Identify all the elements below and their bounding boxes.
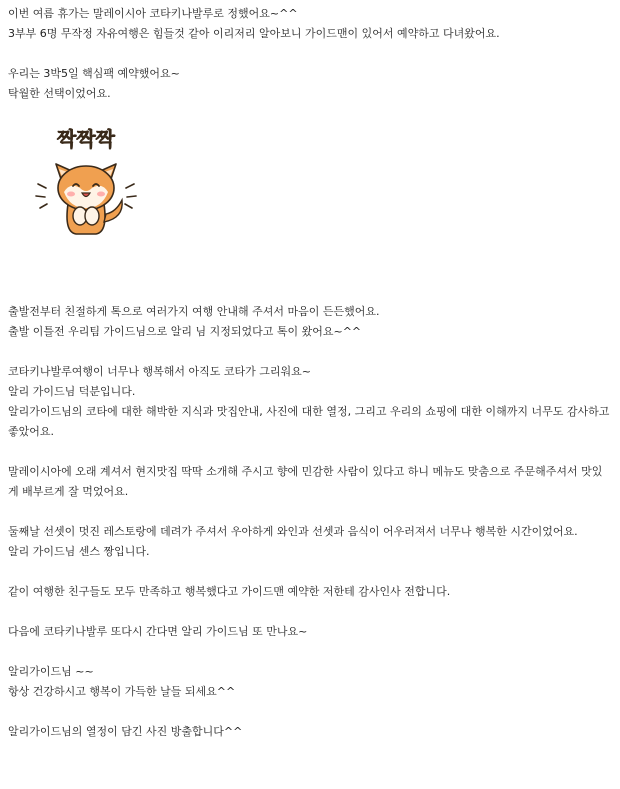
post-paragraph: 알리가이드님의 열정이 담긴 사진 방출합니다^^ [8,725,243,738]
post-paragraph: 알리가이드님의 코타에 대한 해박한 지식과 맛집안내, 사진에 대한 열정, 그리고 우리의 쇼핑에 대한 이해까지 너무도 감사하고 좋았어요. [8,405,610,438]
clapping-fox-sticker [26,122,146,242]
post-paragraph: 알리 가이드님 센스 짱입니다. [8,545,150,558]
post-paragraph: 우리는 3박5일 핵심팩 예약했어요~ [8,67,180,80]
paragraph-gap [8,44,612,64]
paragraph-gap [8,342,612,362]
post-body [8,4,612,742]
paragraph-gap [8,442,612,462]
sticker-spacing [8,242,612,302]
post-paragraph: 출발 이틀전 우리팀 가이드님으로 알리 님 지정되었다고 톡이 왔어요~^^ [8,325,362,338]
post-paragraph: 같이 여행한 친구들도 모두 만족하고 행복했다고 가이드맨 예약한 저한테 감사인사 전합니다. [8,585,451,598]
post-paragraph: 다음에 코타키나발루 또다시 간다면 알리 가이드님 또 만나요~ [8,625,308,638]
sticker-text: 짝짝짝 [57,127,115,151]
post-paragraph: 3부부 6명 무작정 자유여행은 힘들것 같아 이리저리 알아보니 가이드맨이 있어서 예약하고 다녀왔어요. [8,27,500,40]
post-paragraph: 알리 가이드님 덕분입니다. [8,385,136,398]
paragraph-gap [8,702,612,722]
post-paragraph: 알리가이드님 ~~ [8,665,94,678]
post-paragraph: 둘째날 선셋이 멋진 레스토랑에 데려가 주셔서 우아하게 와인과 선셋과 음식이 어우러져서 너무나 행복한 시간이었어요. [8,525,578,538]
post-paragraph: 출발전부터 친절하게 톡으로 여러가지 여행 안내해 주셔서 마음이 든든했어요. [8,305,380,318]
paragraph-gap [8,642,612,662]
post-paragraph: 탁월한 선택이었어요. [8,87,111,100]
post-paragraph: 항상 건강하시고 행복이 가득한 날들 되세요^^ [8,685,236,698]
paragraph-gap [8,602,612,622]
paragraph-gap [8,502,612,522]
post-paragraph: 이번 여름 휴가는 말레이시아 코타키나발루로 정했어요~^^ [8,7,298,20]
post-paragraph: 코타키나발루여행이 너무나 행복해서 아직도 코타가 그리워요~ [8,365,311,378]
paragraph-gap [8,562,612,582]
post-paragraph: 말레이시아에 오래 계셔서 현지맛집 딱딱 소개해 주시고 향에 민감한 사람이 있다고 하니 메뉴도 맞춤으로 주문해주셔서 맛있게 배부르게 잘 먹었어요. [8,465,603,498]
